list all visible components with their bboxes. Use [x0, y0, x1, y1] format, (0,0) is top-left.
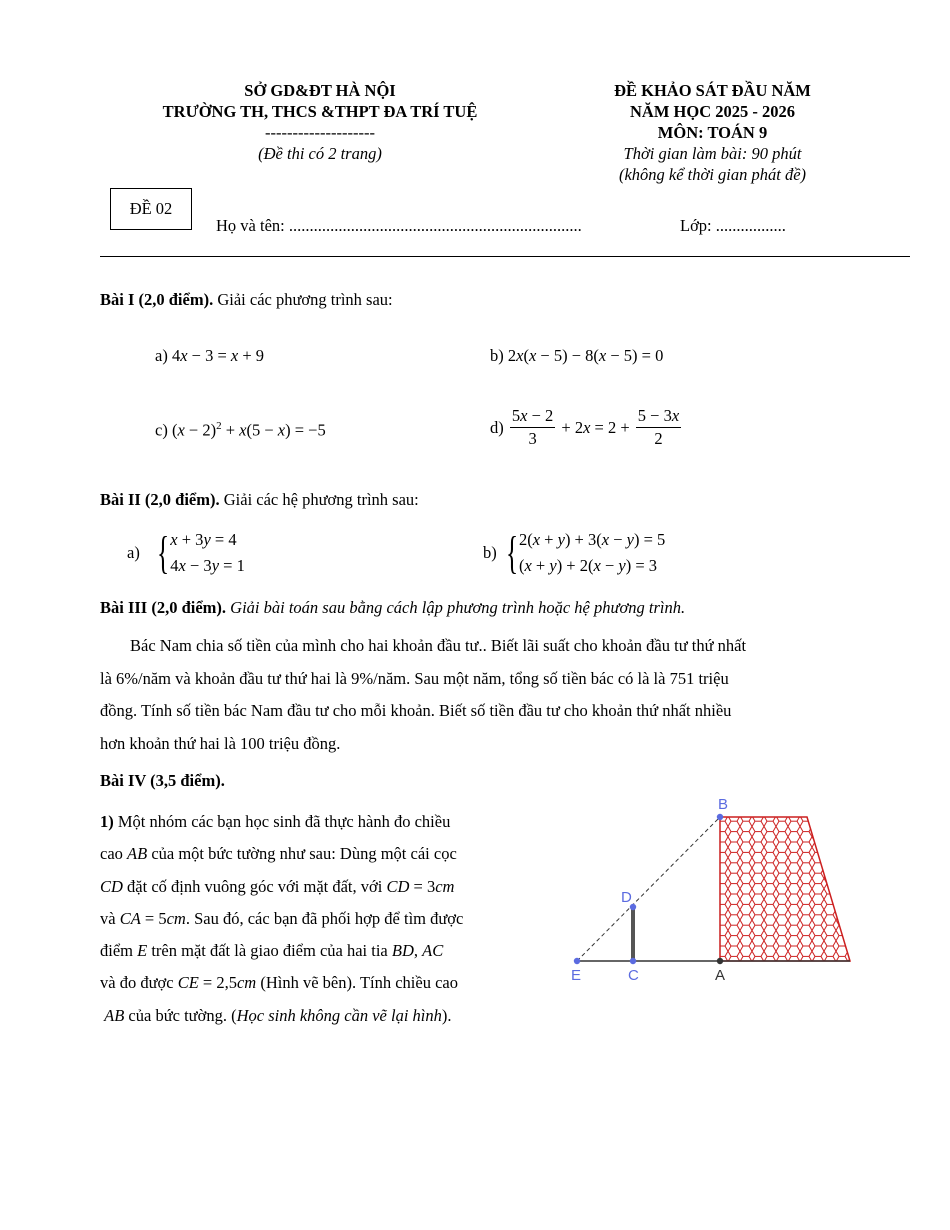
bai3-paragraph — [100, 630, 910, 760]
bai1-eq-c: c) $(x - 2)^2 + x(5 - x) = -5$ — [155, 420, 326, 440]
part1-line-5b: trên mặt đất là giao điểm của hai tia — [147, 941, 392, 961]
eq-b-label: b) — [490, 346, 504, 365]
part1-line-4a: và — [100, 908, 120, 928]
label-d: D — [621, 889, 632, 906]
subject: MÔN: TOÁN 9 — [657, 123, 768, 142]
part1-line-1: Một nhóm các bạn học sinh đã thực hành đo chiều — [113, 812, 451, 831]
exam-title: ĐỀ KHẢO SÁT ĐẦU NĂM — [614, 81, 811, 100]
part1-line-7b: của bức tường. ( — [124, 1005, 237, 1025]
label-b: B — [718, 796, 729, 813]
bai1-eq-a: a) 4x − 3 = x + 9 — [155, 346, 265, 365]
eq-a-label: a) — [155, 346, 168, 365]
wall-measurement-figure — [560, 790, 860, 990]
bai3-line-3: đồng. Tính số tiền bác Nam đầu tư cho mỗi khoản. Biết số tiền đầu tư cho khoản thứ nhất nhiều — [100, 701, 732, 720]
point-a — [717, 958, 723, 964]
bai3-line-4: hơn khoản thứ hai là 100 triệu đồng. — [100, 733, 341, 753]
bai4-part1: 1) Một nhóm các bạn học sinh đã thực hành đo chiều cao AB của một bức tường như sau: Dùng một cái cọc CD đặt cố định vuông góc với mặt đất, với CD = 3cm và CA = 5cm. Sau đó, các bạn đã phối hợp để tìm được điểm E trên mặt đất là giao điểm của hai tia BD, AC và đo được CE = 2,5cm (Hình vẽ bên). Tính chiều cao AB của bức tường. (Học sinh không cần vẽ lại hình). — [100, 812, 464, 1025]
exam-code-box — [110, 188, 192, 230]
header-divider: -------------------- — [265, 123, 375, 142]
point-c — [630, 958, 636, 964]
bai4-title: Bài IV (3,5 điểm). — [100, 771, 225, 790]
time-note: (không kể thời gian phát đề) — [618, 165, 807, 184]
department-name: SỞ GD&ĐT HÀ NỘI — [244, 81, 396, 100]
exam-code: ĐỀ 02 — [129, 199, 173, 218]
part1-line-6a: và đo được — [100, 973, 178, 993]
part1-line-7c: Học sinh không cần vẽ lại hình — [236, 1005, 442, 1025]
label-c: C — [628, 967, 639, 984]
sight-line — [577, 817, 720, 961]
point-b — [717, 814, 723, 820]
part1-line-5a: điểm — [100, 941, 138, 961]
part1-line-4b: . Sau đó, các bạn đã phối hợp để tìm được — [185, 908, 464, 928]
bai1-heading — [100, 290, 393, 310]
bai1-instruction: Giải các phương trình sau: — [213, 290, 393, 309]
label-a: A — [715, 967, 726, 984]
school-year: NĂM HỌC 2025 - 2026 — [630, 102, 795, 121]
bai1-title: Bài I (2,0 điểm). — [100, 290, 214, 309]
bai3-line-1: Bác Nam chia số tiền của mình cho hai khoản đầu tư.. Biết lãi suất cho khoản đầu tư thứ nhất — [130, 636, 747, 655]
header-rule — [100, 256, 910, 257]
part1-line-6b: (Hình vẽ bên). Tính chiều cao — [256, 973, 458, 993]
class-field: Lớp: ................. — [680, 216, 786, 235]
point-e — [574, 958, 580, 964]
eq-c-label: c) — [155, 420, 168, 440]
bai2-heading — [100, 490, 419, 510]
part1-label: 1) — [100, 812, 114, 831]
part1-line-2a: cao — [100, 844, 128, 864]
sys-b-label: b) — [483, 543, 497, 562]
bai2-instruction: Giải các hệ phương trình sau: — [219, 490, 419, 509]
eq-d-label: d) — [490, 417, 504, 437]
label-e: E — [571, 967, 582, 984]
part1-line-3b: đặt cố định vuông góc với mặt đất, với — [122, 876, 387, 896]
school-name: TRƯỜNG TH, THCS &THPT ĐA TRÍ TUỆ — [162, 102, 478, 121]
bai3-heading — [100, 598, 685, 618]
bai1-eq-b: b) 2x(x − 5) − 8(x − 5) = 0 — [490, 346, 664, 365]
part1-line-2b: của một bức tường như sau: Dùng một cái cọc — [147, 844, 457, 864]
time-limit: Thời gian làm bài: 90 phút — [623, 144, 802, 163]
student-name-field: Họ và tên: ....................................................................... — [216, 216, 582, 235]
bai2-system-b: b) { 2(x + y) + 3(x − y) = 5 (x + y) + 2(x − y) = 3 — [483, 527, 666, 578]
bai3-title: Bài III (2,0 điểm). — [100, 598, 227, 617]
part1-line-7d: ). — [441, 1005, 452, 1025]
bai1-eq-d: d) $\frac{5x - 2}{3}$ + 2x = 2 + $\frac{5 - 3x}{2}$ — [490, 406, 680, 448]
bai2-title: Bài II (2,0 điểm). — [100, 490, 220, 509]
bai3-line-2: là 6%/năm và khoản đầu tư thứ hai là 9%/năm. Sau một năm, tổng số tiền bác có là là 751 triệu — [100, 668, 729, 688]
brick-wall — [720, 817, 850, 961]
pages-note: (Đề thi có 2 trang) — [258, 144, 382, 163]
sys-a-label: a) — [127, 543, 140, 562]
bai2-system-a: a) { x + 3y = 4 4x − 3y = 1 — [127, 527, 245, 578]
bai3-instruction: Giải bài toán sau bằng cách lập phương trình hoặc hệ phương trình. — [226, 598, 686, 617]
